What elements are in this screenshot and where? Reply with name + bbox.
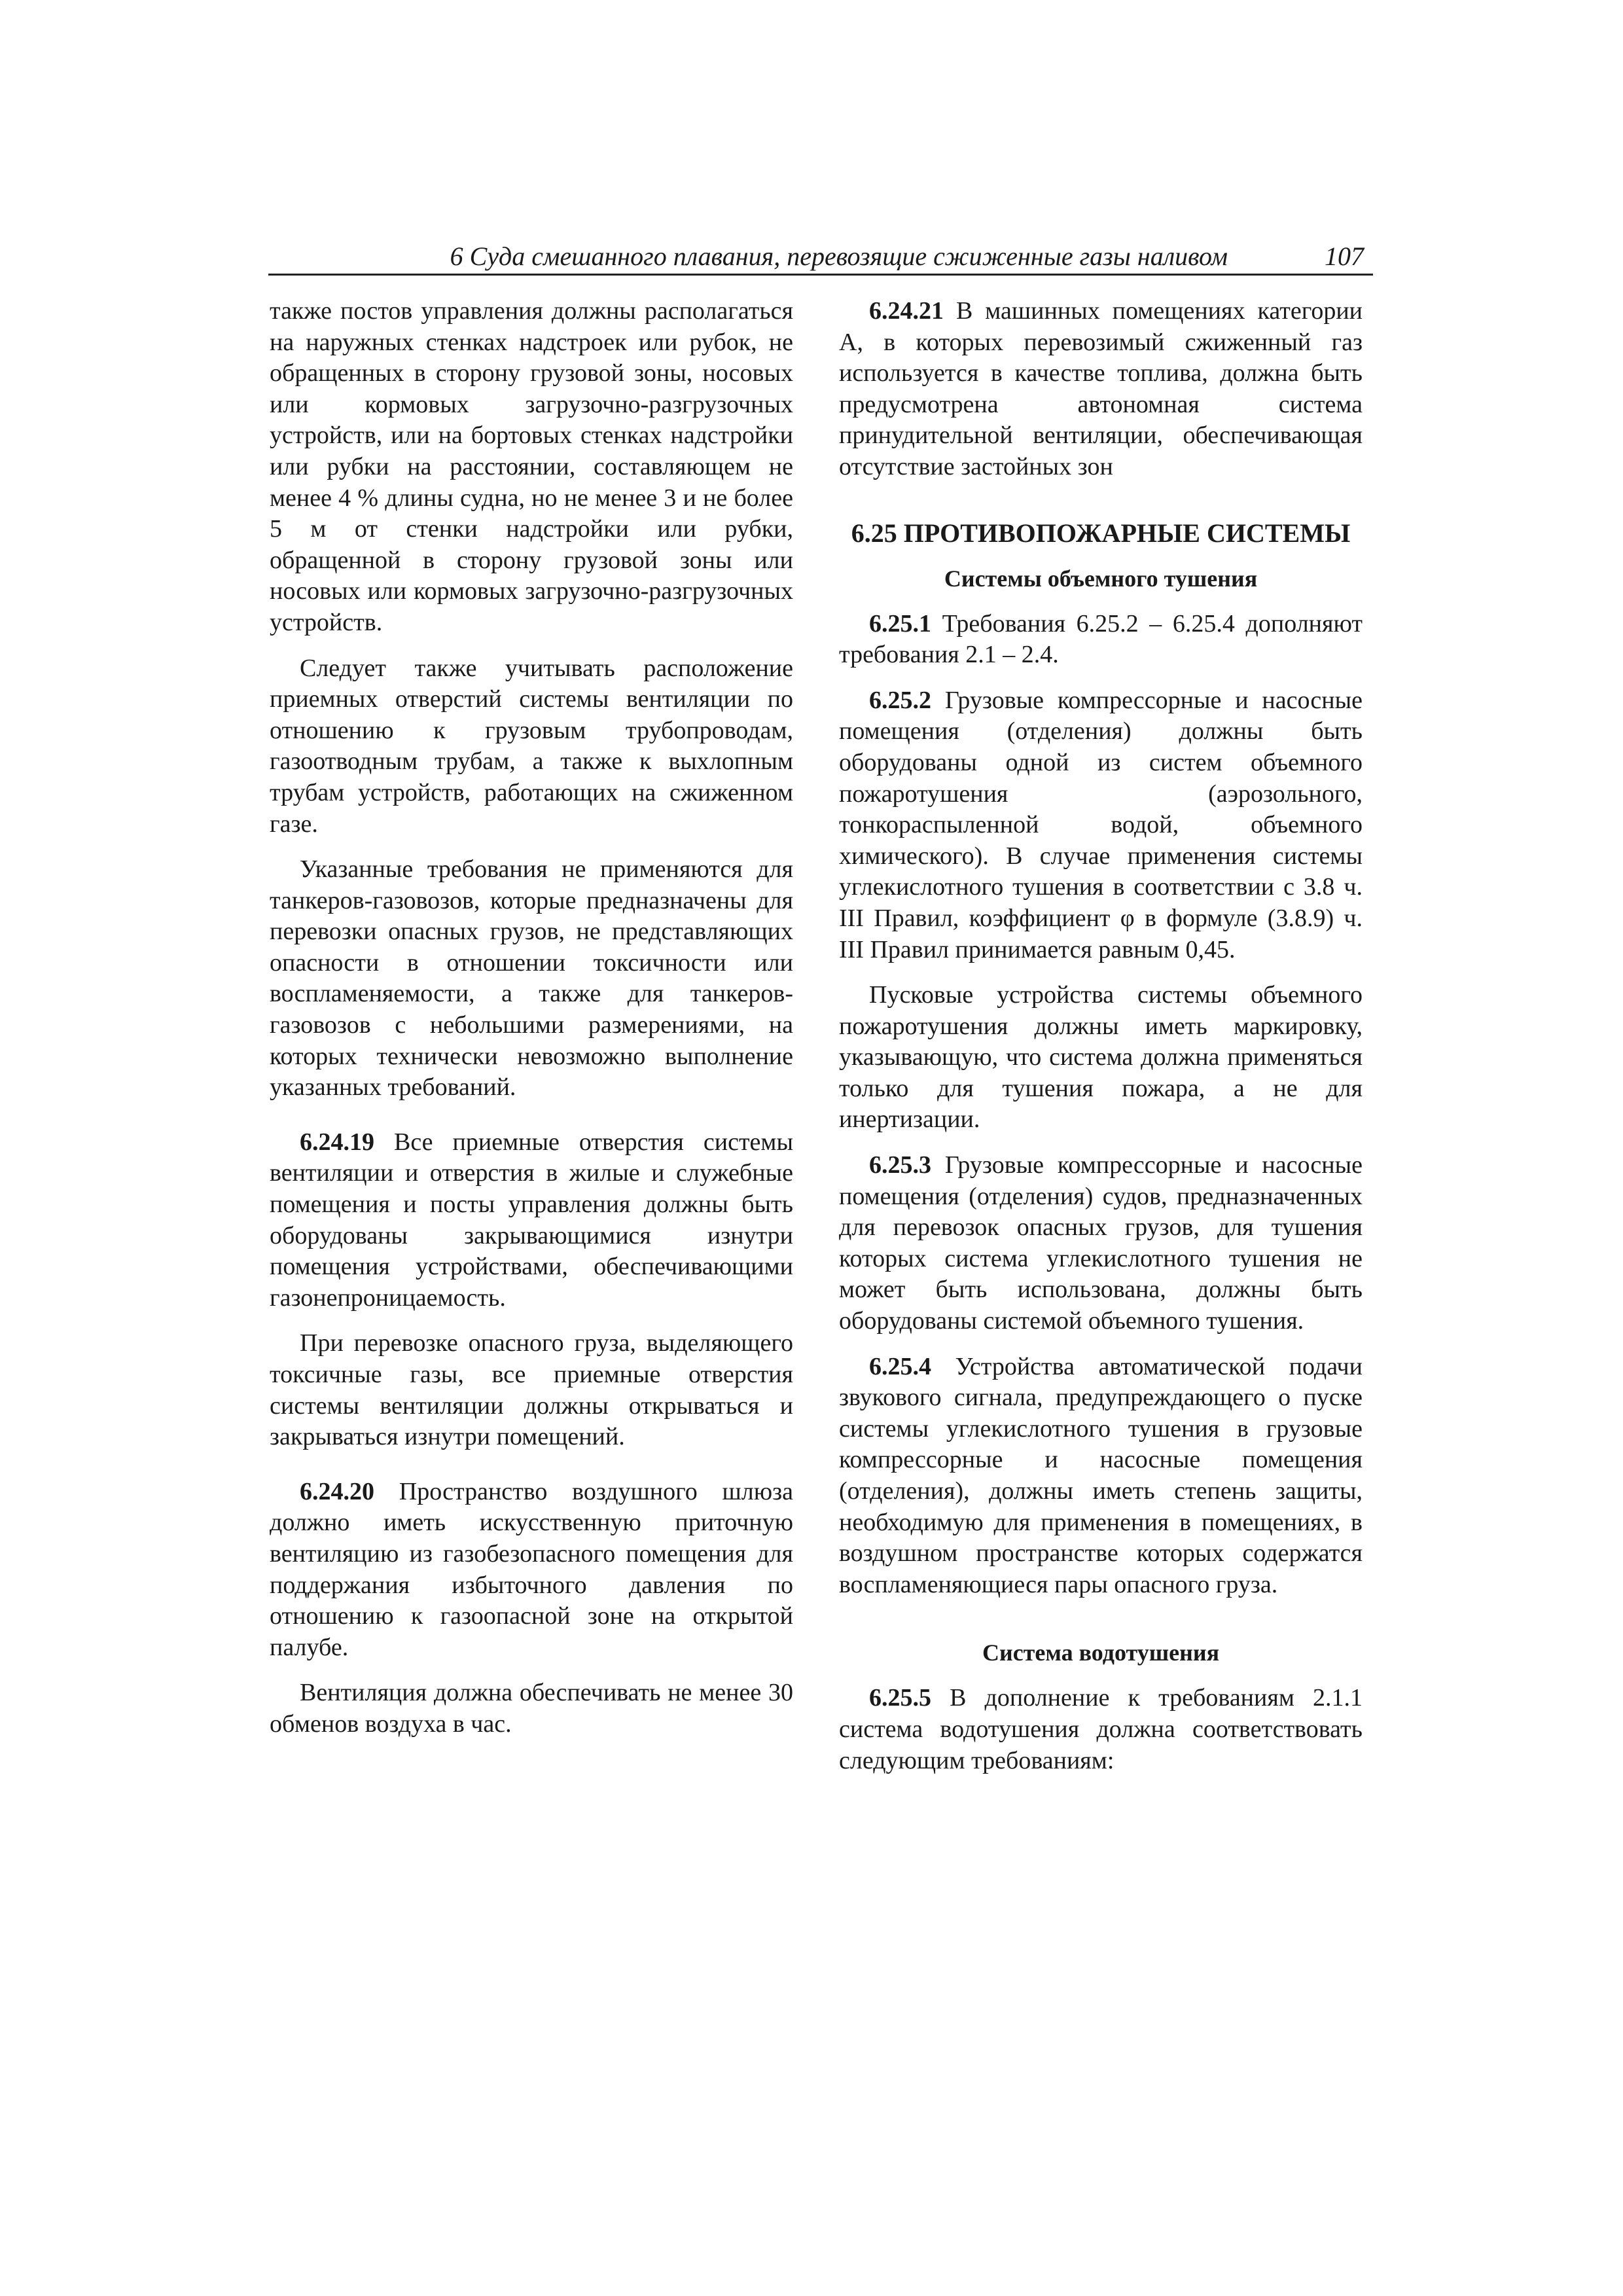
- clause-6-25-4: [839, 1352, 1363, 1601]
- clause-6-24-20: [270, 1477, 793, 1664]
- clause-text: В дополнение к требованиям 2.1.1 система водотушения должна соответствовать следующим требованиям:: [839, 1684, 1363, 1774]
- clause-number: 6.25.4: [869, 1352, 931, 1380]
- running-header: [268, 240, 1373, 276]
- page-number: 107: [1325, 242, 1364, 271]
- clause-text: Все приемные отверстия системы вентиляции и отверстия в жилые и служебные помещения и посты управления должны быть оборудованы закрывающимися изнутри помещения устройствами, обеспечивающими газонепроницаемость.: [270, 1128, 793, 1312]
- paragraph-exceptions: Указанные требования не применяются для танкеров-газовозов, которые предназначены для перевозки опасных грузов, не представляющих опасности в отношении токсичности или воспламеняемости, а также для танкеров-газовозов с небольшими размерениями, на которых технически невозможно выполнение указанных требований.: [270, 855, 793, 1102]
- clause-text: Требования 6.25.2 – 6.25.4 дополняют требования 2.1 – 2.4.: [839, 609, 1363, 669]
- clause-number: 6.25.3: [869, 1151, 931, 1179]
- clause-text: Пространство воздушного шлюза должно иметь искусственную приточную вентиляцию из газобезопасного помещения для поддержания избыточного давления по отношению к газоопасной зоне на открытой палубе.: [270, 1477, 793, 1661]
- clause-6-25-5: [839, 1683, 1363, 1776]
- clause-number: 6.25.1: [869, 609, 931, 637]
- paragraph-toxic-cargo: При перевозке опасного груза, выделяющего токсичные газы, все приемные отверстия системы вентиляции должны открываться и закрываться изнутри помещений.: [270, 1329, 793, 1451]
- clause-number: 6.24.19: [300, 1128, 374, 1156]
- right-column: [839, 296, 1363, 1776]
- clause-6-24-19: [270, 1127, 793, 1314]
- clause-6-24-21: [839, 296, 1363, 483]
- clause-text: Грузовые компрессорные и насосные помещения (отделения) судов, предназначенных для перевозок опасных грузов, для тушения которых система углекислотного тушения не может быть использована, должны быть оборудованы системой объемного тушения.: [839, 1151, 1363, 1335]
- clause-6-25-3: [839, 1150, 1363, 1337]
- paragraph-intake-openings: Следует также учитывать расположение приемных отверстий системы вентиляции по отношению к грузовым трубопроводам, газоотводным трубам, а также к выхлопным трубам устройств, работающих на сжиженном газе.: [270, 654, 793, 838]
- header-title: 6 Суда смешанного плавания, перевозящие сжиженные газы наливом: [450, 242, 1228, 271]
- clause-text: Грузовые компрессорные и насосные помещения (отделения) должны быть оборудованы одной из систем объемного пожаротушения (аэрозольного, тонкораспыленной водой, объемного химического). В случае применения системы углекислотного тушения в соответствии с 3.8 ч. III Правил, коэффициент φ в формуле (3.8.9) ч. III Правил принимается равным 0,45.: [839, 686, 1363, 963]
- subsection-heading: Системы объемного тушения: [944, 565, 1258, 592]
- subsection-heading: Система водотушения: [982, 1640, 1220, 1666]
- clause-6-25-1: [839, 609, 1363, 671]
- clause-text: В машинных помещениях категории А, в которых перевозимый сжиженный газ используется в качестве топлива, должна быть предусмотрена автономная система принудительной вентиляции, обеспечивающая отсутствие застойных зон: [839, 297, 1363, 480]
- paragraph-launch-devices: Пусковые устройства системы объемного пожаротушения должны иметь маркировку, указывающую, что система должна применяться только для тушения пожара, а не для инертизации.: [839, 981, 1363, 1134]
- clause-number: 6.25.5: [869, 1684, 931, 1712]
- paragraph-continuation: также постов управления должны располагаться на наружных стенках надстроек или рубок, не обращенных в сторону грузовой зоны, носовых или кормовых загрузочно-разгрузочных устройств, или на бортовых стенках надстройки или рубки на расстоянии, составляющем не менее 4 % длины судна, но не менее 3 и не более 5 м от стенки надстройки или рубки, обращенной в сторону грузовой зоны или носовых или кормовых загрузочно-разгрузочных устройств.: [270, 297, 793, 636]
- section-heading: 6.25 ПРОТИВОПОЖАРНЫЕ СИСТЕМЫ: [851, 518, 1351, 548]
- clause-6-25-2: [839, 685, 1363, 965]
- clause-text: Устройства автоматической подачи звукового сигнала, предупреждающего о пуске системы углекислотного тушения в грузовые компрессорные и насосные помещения (отделения), должны иметь степень защиты, необходимую для применения в помещениях, в воздушном пространстве которых содержатся воспламеняющиеся пары опасного груза.: [839, 1352, 1363, 1598]
- left-column: [270, 296, 793, 1740]
- clause-number: 6.24.21: [869, 297, 944, 325]
- clause-number: 6.24.20: [300, 1477, 374, 1505]
- clause-number: 6.25.2: [869, 686, 931, 714]
- paragraph-ventilation-rate: Вентиляция должна обеспечивать не менее 30 обменов воздуха в час.: [270, 1679, 793, 1738]
